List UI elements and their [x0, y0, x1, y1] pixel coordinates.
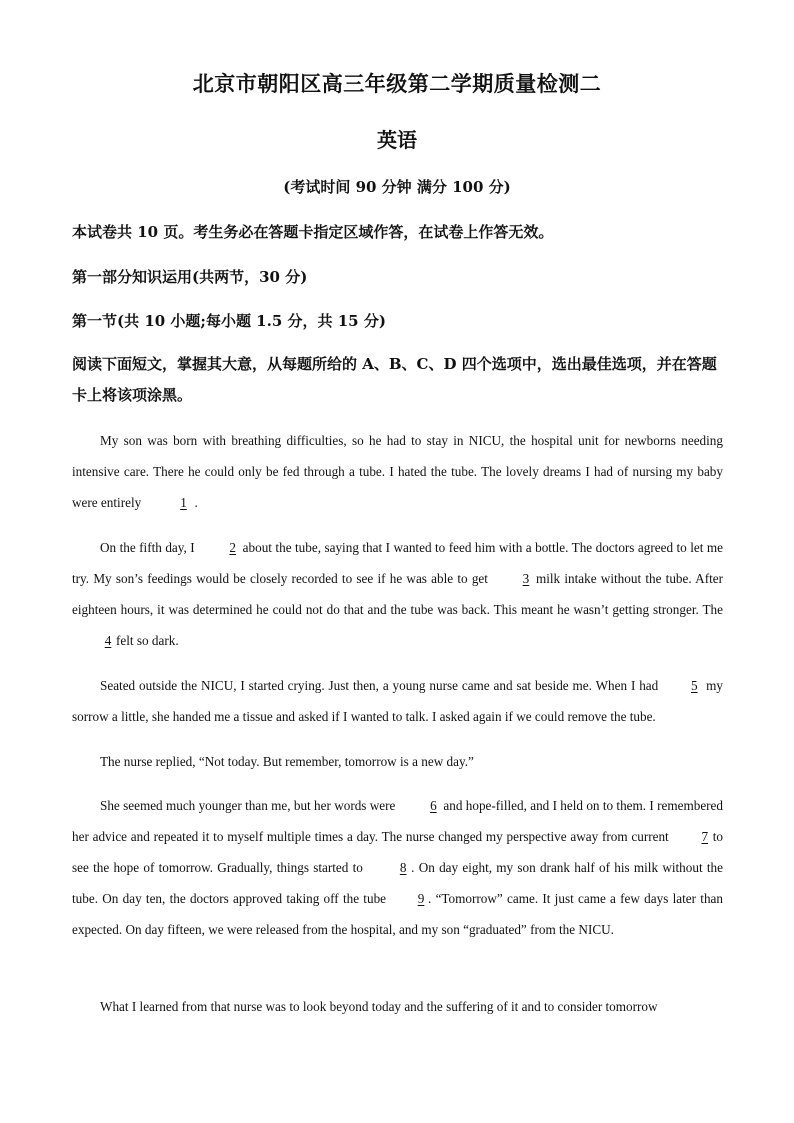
part-heading: 第一部分知识运用(共两节，30 分) [72, 268, 308, 286]
passage-text: and hope-filled, and I held on to them. I remembered her advice and repeated it to myself multiple times a day. The nurse changed my perspective away from current [72, 798, 724, 844]
paragraph-4 [72, 746, 723, 777]
blank-4: 4 [104, 633, 112, 648]
blank-9: 9 [417, 891, 425, 906]
paragraph-1 [72, 425, 723, 518]
passage-text: The nurse replied, “Not today. But remember, tomorrow is a new day.” [100, 754, 474, 769]
paragraph-3 [72, 670, 723, 732]
passage-text: . On day eight, my son drank half of his milk without the tube. On day ten, the doctors approved taking off the tube [72, 860, 723, 906]
blank-2: 2 [229, 540, 236, 555]
exam-title: 北京市朝阳区高三年级第二学期质量检测二 [192, 71, 602, 96]
blank-8: 8 [399, 860, 407, 875]
exam-info: (考试时间 90 分钟 满分 100 分) [283, 178, 511, 196]
passage-text: milk intake without the tube. After eighteen hours, it was determined he could not do that and the tube was back. This meant he wasn’t getting stronger. The [72, 571, 723, 617]
passage-text: my sorrow a little, she handed me a tissue and asked if I wanted to talk. I asked again if we could remove the tube. [72, 678, 723, 724]
passage-text: What I learned from that nurse was to look beyond today and the suffering of it and to consider tomorrow [100, 999, 658, 1014]
passage-text: She seemed much younger than me, but her words were [100, 798, 396, 813]
passage-text: to see the hope of tomorrow. Gradually, things started to [72, 829, 723, 875]
blank-5: 5 [690, 678, 698, 693]
paragraph-2 [72, 532, 723, 656]
passage-text: . [194, 495, 198, 510]
directions-text: 阅读下面短文，掌握其大意，从每题所给的 A、B、C、D 四个选项中，选出最佳选项，并在答题卡上将该项涂黑。 [72, 355, 717, 404]
blank-6: 6 [430, 798, 437, 813]
blank-3: 3 [522, 571, 530, 586]
paragraph-5 [72, 790, 723, 945]
passage-text: felt so dark. [116, 633, 179, 648]
passage-text: about the tube, saying that I wanted to feed him with a bottle. The doctors agreed to let me try. My son’s feedings would be closely recorded to see if he was able to get [72, 540, 723, 586]
passage-text: . “Tomorrow” came. It just came a few days later than expected. On day fifteen, we were released from the hospital, and my son “graduated” from the NICU. [72, 891, 723, 937]
passage-text: My son was born with breathing difficulties, so he had to stay in NICU, the hospital unit for newborns needing intensive care. There he could only be fed through a tube. I hated the tube. The lovely dreams I had of nursing my baby were entirely [72, 433, 723, 510]
blank-7: 7 [701, 829, 709, 844]
passage-text: Seated outside the NICU, I started crying. Just then, a young nurse came and sat beside me. When I had [100, 678, 659, 693]
blank-1: 1 [180, 495, 187, 510]
subject-title: 英语 [377, 128, 417, 152]
passage-text: On the fifth day, I [100, 540, 195, 555]
section-heading: 第一节(共 10 小题;每小题 1.5 分，共 15 分) [72, 312, 386, 330]
paragraph-6 [72, 991, 723, 1022]
notice-line: 本试卷共 10 页。考生务必在答题卡指定区域作答，在试卷上作答无效。 [72, 223, 554, 241]
